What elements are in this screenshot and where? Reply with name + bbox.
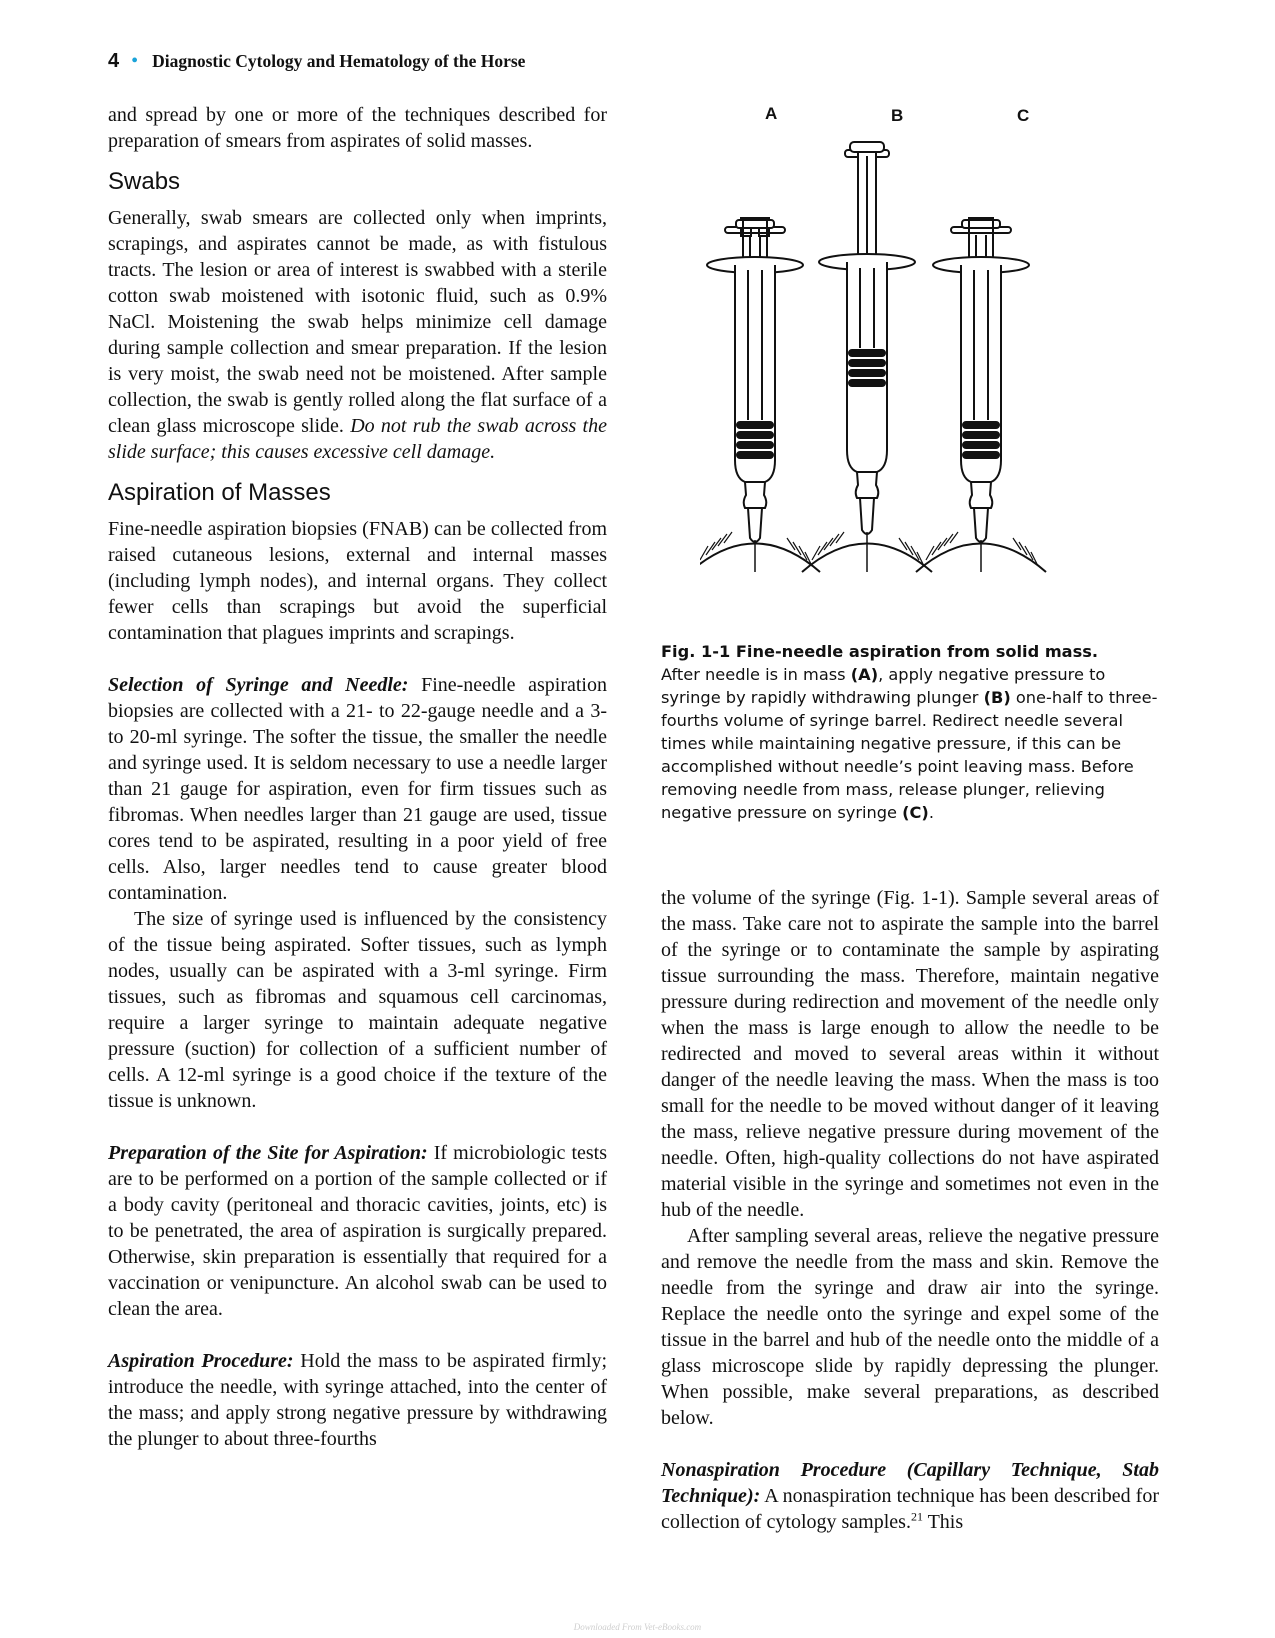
left-column [108, 102, 607, 1452]
figure-label-a: A [765, 104, 778, 123]
caption-text-2: , apply negative pressure to syringe by rapidly withdrawing plunger [661, 665, 1106, 707]
nonaspiration-tail: This [922, 1511, 964, 1533]
preparation-body: If microbiologic tests are to be performed on a portion of the sample collected or if a body cavity (peritoneal and thoracic cavities, joints, etc) is to be penetrated, the area of aspiration is surgically prepared. Otherwise, skin preparation is essentially that required for a vaccination or venipuncture. An alcohol swab can be used to clean the area. [108, 1142, 607, 1320]
syringe-c-drawing [916, 218, 1046, 572]
paragraph-gap [108, 646, 607, 672]
figure-caption [661, 640, 1161, 824]
paragraph-gap [661, 1431, 1159, 1457]
preparation-run-in: Preparation of the Site for Aspiration: [108, 1142, 428, 1164]
aspiration-paragraph: Fine-needle aspiration biopsies (FNAB) can be collected from raised cutaneous lesions, external and internal masses (including lymph nodes), and internal organs. They collect fewer cells than scrapings but avoid the superficial contamination that plagues imprints and scrapings. [108, 518, 607, 644]
page-number: 4 [108, 50, 120, 72]
bullet-icon: • [131, 50, 139, 72]
caption-title: Fig. 1-1 Fine-needle aspiration from solid mass. [661, 642, 1099, 661]
caption-text-3: one-half to three-fourths volume of syringe barrel. Redirect needle several times while maintaining negative pressure, if this can be accomplished without needle’s point leaving mass. Before removing needle from mass, release plunger, relieving negative pressure on syringe [661, 688, 1158, 822]
swabs-paragraph [108, 205, 607, 465]
nonaspiration-run-in: Nonaspiration Procedure (Capillary Technique, Stab Technique): [661, 1459, 1159, 1507]
book-title: Diagnostic Cytology and Hematology of the Horse [152, 51, 526, 71]
continuation-paragraph: the volume of the syringe (Fig. 1-1). Sample several areas of the mass. Take care not to aspirate the sample into the barrel of the syringe or to contaminate the sample by aspirating tissue surrounding the mass. Therefore, maintain negative pressure during redirection and movement of the needle only when the mass is large enough to allow the needle to be redirected and moved to several areas within it without danger of the needle leaving the mass. When the mass is too small for the needle to be moved without danger of it leaving the mass, relieve negative pressure during movement of the needle. Often, high-quality collections do not have aspirated material visible in the syringe and sometimes not even in the hub of the needle. [661, 887, 1159, 1221]
swabs-body: Generally, swab smears are collected only when imprints, scrapings, and aspirates cannot be made, as with fistulous tracts. The lesion or area of interest is swabbed with a sterile cotton swab moistened with isotonic fluid, such as 0.9% NaCl. Moistening the swab helps minimize cell damage during sample collection and smear preparation. If the lesion is very moist, the swab need not be moistened. After sample collection, the swab is gently rolled along the flat surface of a clean glass microscope slide. [108, 207, 607, 437]
syringe-a-drawing [700, 218, 820, 572]
procedure-paragraph [108, 1348, 607, 1452]
caption-ref-b: (B) [983, 688, 1011, 707]
heading-swabs: Swabs [108, 168, 181, 195]
download-watermark: Downloaded From Vet-eBooks.com [573, 1622, 702, 1632]
figure-label-c: C [1017, 106, 1030, 125]
selection-paragraph [108, 672, 607, 906]
selection-run-in: Selection of Syringe and Needle: [108, 674, 409, 696]
caption-text-4: . [928, 803, 934, 822]
paragraph-gap [108, 1114, 607, 1140]
selection-body: Fine-needle aspiration biopsies are collected with a 21- to 22-gauge needle and a 3- to 20-ml syringe. The softer the tissue, the smaller the needle and syringe used. It is seldom necessary to use a needle larger than 21 gauge for aspiration, even for firm tissues such as fibromas. When needles larger than 21 gauge are used, tissue cores tend to be aspirated, resulting in a poor yield of free cells. Also, larger needles tend to cause greater blood contamination. [108, 674, 607, 904]
figure-1-1 [700, 100, 1120, 620]
syringe-size-paragraph: The size of syringe used is influenced by the consistency of the tissue being aspirated. Softer tissues, such as lymph nodes, usually can be aspirated with a 3-ml syringe. Firm tissues, such as fibromas and squamous cell carcinomas, require a larger syringe to maintain adequate negative pressure (suction) for collection of a sufficient number of cells. A 12-ml syringe is a good choice if the texture of the tissue is unknown. [108, 908, 607, 1112]
caption-text-1: After needle is in mass [661, 665, 851, 684]
heading-aspiration-of-masses: Aspiration of Masses [108, 479, 331, 506]
intro-paragraph: and spread by one or more of the techniques described for preparation of smears from aspirates of solid masses. [108, 104, 607, 152]
running-head [108, 50, 525, 73]
paragraph-gap [108, 1322, 607, 1348]
procedure-body: Hold the mass to be aspirated firmly; introduce the needle, with syringe attached, into the center of the mass; and apply strong negative pressure by withdrawing the plunger to about three-fourths [108, 1350, 607, 1450]
nonaspiration-paragraph [661, 1457, 1159, 1535]
right-column [661, 885, 1159, 1535]
figure-label-b: B [891, 106, 904, 125]
after-sampling-paragraph: After sampling several areas, relieve the negative pressure and remove the needle from the mass and skin. Remove the needle from the syringe and draw air into the syringe. Replace the needle onto the syringe and expel some of the tissue in the barrel and hub of the needle onto the middle of a glass microscope slide by rapidly depressing the plunger. When possible, make several preparations, as described below. [661, 1225, 1159, 1429]
procedure-run-in: Aspiration Procedure: [108, 1350, 294, 1372]
reference-superscript: 21 [910, 1509, 923, 1524]
caption-ref-a: (A) [850, 665, 879, 684]
syringe-illustration [700, 100, 1120, 620]
swabs-warning: Do not rub the swab across the slide surface; this causes excessive cell damage. [108, 415, 607, 463]
preparation-paragraph [108, 1140, 607, 1322]
syringe-b-drawing [802, 142, 932, 572]
caption-ref-c: (C) [902, 803, 929, 822]
nonaspiration-body: A nonaspiration technique has been described for collection of cytology samples. [661, 1485, 1159, 1533]
